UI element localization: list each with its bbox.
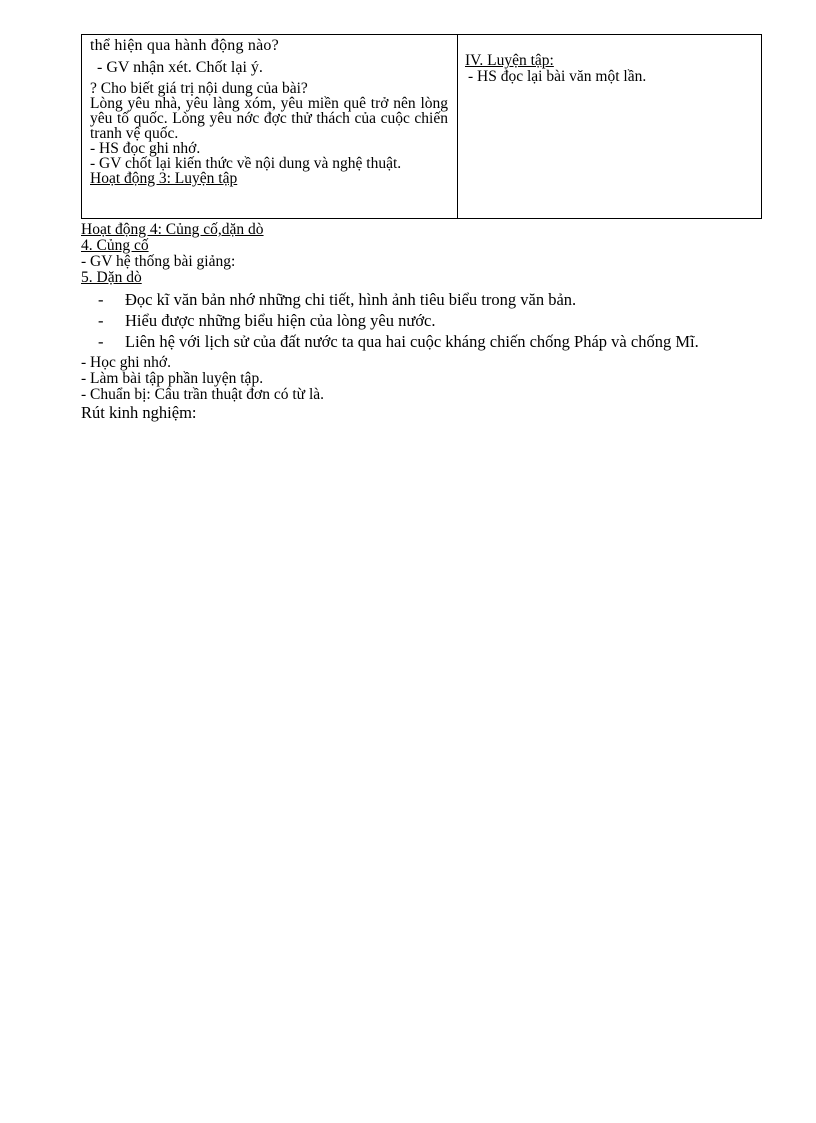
list-item-text: Liên hệ với lịch sử của đất nước ta qua hai cuộc kháng chiến chống Pháp và chống Mĩ. <box>125 332 699 351</box>
practice-line: - HS đọc lại bài văn một lần. <box>468 68 647 85</box>
section-4-line: - GV hệ thống bài giảng: <box>81 253 236 270</box>
teacher-summary: - GV chốt lại kiến thức về nội dung và nghệ thuật. <box>90 155 402 172</box>
activity-4-heading: Hoạt động 4: Củng cố,dặn dò <box>81 221 264 238</box>
teacher-activity-cell <box>82 35 458 219</box>
content-cell <box>458 35 762 219</box>
lesson-table <box>81 34 762 219</box>
lesson-closing <box>81 222 741 421</box>
bullet-dash: - <box>98 290 104 309</box>
list-item <box>81 289 741 310</box>
list-item <box>81 310 741 331</box>
tail-line: - Học ghi nhớ. <box>81 354 171 371</box>
table-row <box>82 35 762 219</box>
activity-3-heading: Hoạt động 3: Luyện tập <box>90 170 238 187</box>
tail-line: - Làm bài tập phần luyện tập. <box>81 370 264 387</box>
list-item <box>81 331 741 352</box>
content-answer: Lòng yêu nhà, yêu làng xóm, yêu miền quê trở nên lòng yêu tổ quốc. Lòng yêu nớc đợc thử thách của cuộc chiến tranh vệ quốc. <box>90 95 448 142</box>
bullet-dash: - <box>98 311 104 330</box>
homework-list <box>81 289 741 352</box>
tail-line: - Chuẩn bị: Câu trần thuật đơn có từ là. <box>81 386 325 403</box>
teacher-comment: - GV nhận xét. Chốt lại ý. <box>97 59 263 76</box>
section-4-heading: 4. Củng cố <box>81 237 149 254</box>
question-line: thể hiện qua hành động nào? <box>90 37 279 54</box>
content-question: ? Cho biết giá trị nội dung của bài? <box>90 80 308 97</box>
list-item-text: Hiểu được những biểu hiện của lòng yêu nước. <box>125 311 436 330</box>
list-item-text: Đọc kĩ văn bản nhớ những chi tiết, hình ảnh tiêu biểu trong văn bản. <box>125 290 577 309</box>
experience-heading: Rút kinh nghiệm: <box>81 403 197 422</box>
practice-heading: IV. Luyện tập: <box>465 52 554 69</box>
section-5-heading: 5. Dặn dò <box>81 269 142 286</box>
bullet-dash: - <box>98 332 104 351</box>
student-read-note: - HS đọc ghi nhớ. <box>90 140 201 157</box>
